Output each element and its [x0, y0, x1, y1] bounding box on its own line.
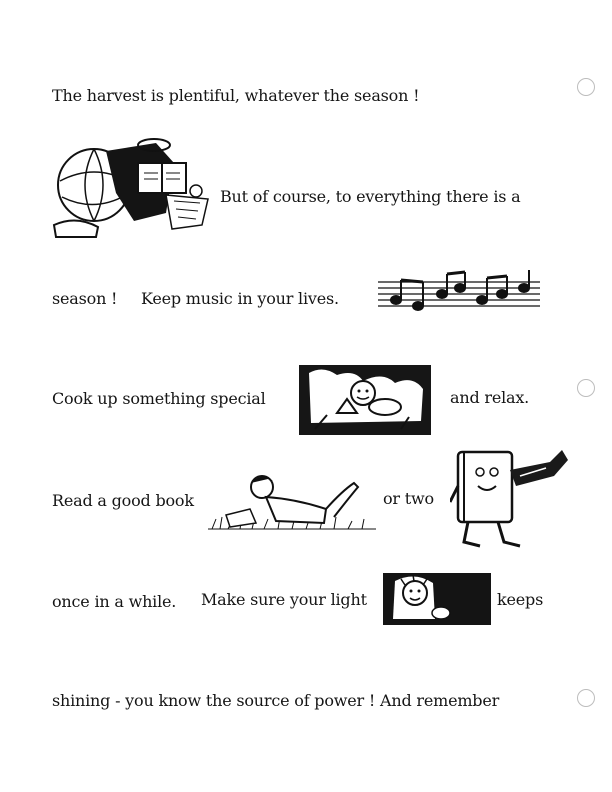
line-read: Read a good book — [52, 491, 194, 510]
line-music: Keep music in your lives. — [141, 289, 339, 308]
binder-hole-middle — [577, 379, 595, 397]
light-face-clipart — [383, 573, 491, 625]
binder-hole-bottom — [577, 689, 595, 707]
line-cook: Cook up something special — [52, 389, 266, 408]
binder-hole-top — [577, 78, 595, 96]
line-season: season ! — [52, 289, 118, 308]
line-shining: shining - you know the source of power ! And remember — [52, 691, 500, 710]
book-character-clipart — [450, 446, 576, 552]
line-relax: and relax. — [450, 388, 530, 407]
line-of-course: But of course, to everything there is a — [220, 187, 521, 206]
line-keeps: keeps — [497, 590, 544, 609]
line-or-two: or two — [383, 489, 434, 508]
line-light: Make sure your light — [201, 590, 367, 609]
line-once: once in a while. — [52, 592, 177, 611]
music-notes-clipart — [376, 270, 542, 314]
globe-reading-clipart — [46, 133, 216, 239]
line-harvest: The harvest is plentiful, whatever the season ! — [52, 86, 420, 105]
cooking-scene-clipart — [297, 363, 433, 437]
boy-reading-clipart — [206, 469, 378, 535]
